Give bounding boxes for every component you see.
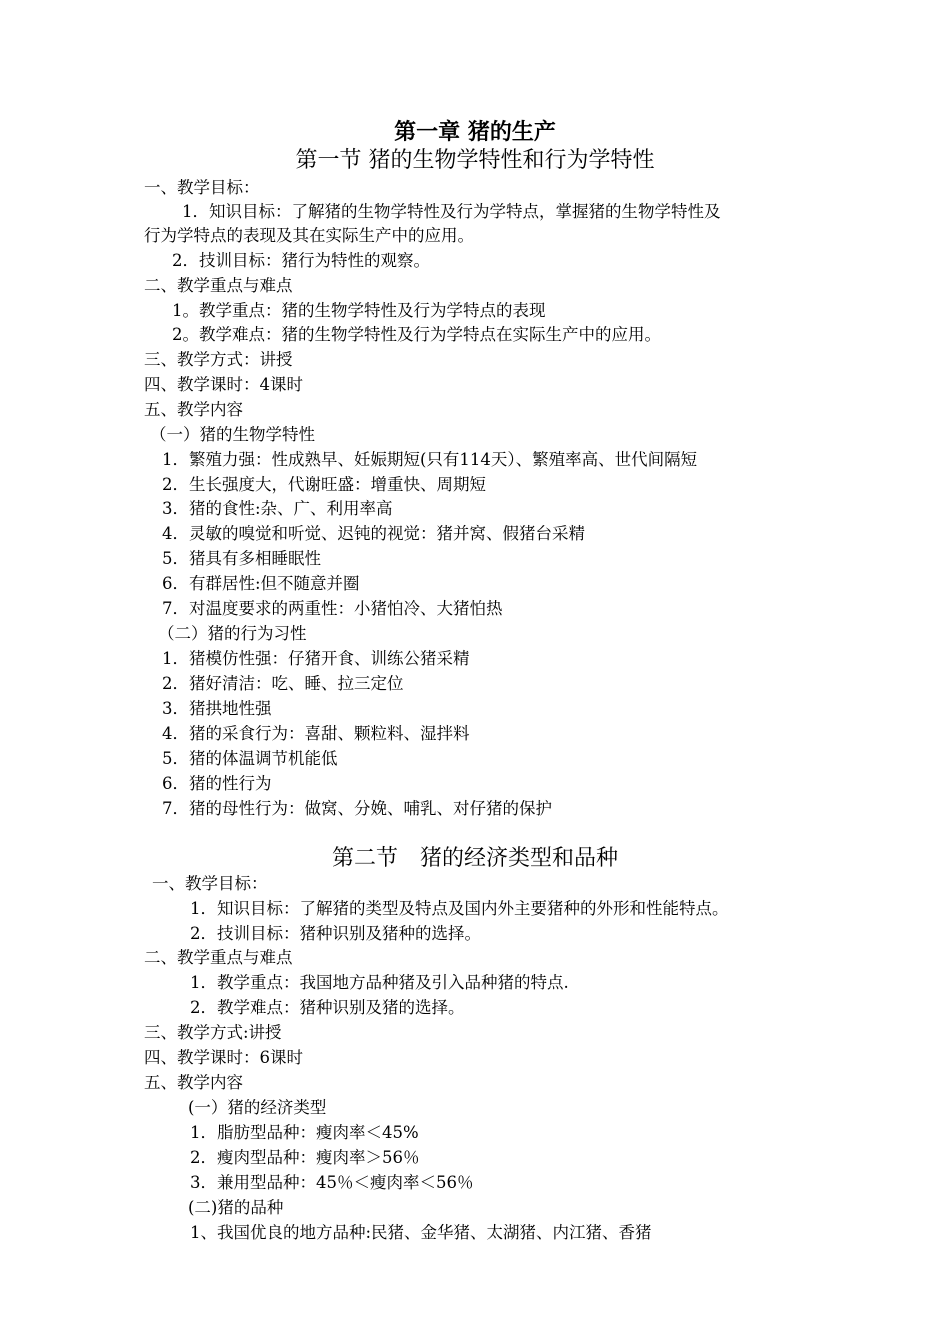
s2-line: 五、教学内容 [144, 1073, 243, 1092]
s1-line: 2．技训目标：猪行为特性的观察。 [172, 251, 430, 270]
s2-line: (一）猪的经济类型 [188, 1098, 327, 1117]
s1-line: 1．知识目标：了解猪的生物学特性及行为学特点，掌握猪的生物学特性及 [182, 202, 721, 221]
s1-line: 6．有群居性:但不随意并圈 [162, 574, 360, 593]
s1-line: 5．猪具有多相睡眠性 [162, 549, 321, 568]
s1-line: 三、教学方式：讲授 [144, 350, 293, 369]
s1-line: 四、教学课时：4课时 [144, 375, 303, 394]
s1-line: 1．繁殖力强：性成熟早、妊娠期短(只有114天）、繁殖率高、世代间隔短 [162, 450, 698, 469]
s2-line: 1、我国优良的地方品种:民猪、金华猪、太湖猪、内江猪、香猪 [190, 1223, 652, 1242]
s1-line: 7．猪的母性行为：做窝、分娩、哺乳、对仔猪的保护 [162, 799, 552, 818]
s1-line: 行为学特点的表现及其在实际生产中的应用。 [144, 226, 474, 245]
s1-line: 3．猪拱地性强 [162, 699, 272, 718]
s2-line: 一、教学目标： [152, 874, 268, 893]
s1-line: 二、教学重点与难点 [144, 276, 293, 295]
s1-line: 3．猪的食性:杂、广、利用率高 [162, 499, 393, 518]
s1-line: 4．灵敏的嗅觉和听觉、迟钝的视觉：猪并窝、假猪台采精 [162, 524, 585, 543]
s2-line: (二)猪的品种 [188, 1198, 284, 1217]
s1-line: 五、教学内容 [144, 400, 243, 419]
s2-line: 3．兼用型品种：45％＜瘦肉率＜56％ [190, 1173, 474, 1192]
s1-line: 1。教学重点：猪的生物学特性及行为学特点的表现 [172, 301, 546, 320]
s1-line: 2。教学难点：猪的生物学特性及行为学特点在实际生产中的应用。 [172, 325, 661, 344]
s1-line: 一、教学目标： [144, 178, 260, 197]
s2-line: 二、教学重点与难点 [144, 948, 293, 967]
s1-line: 7．对温度要求的两重性：小猪怕冷、大猪怕热 [162, 599, 503, 618]
s1-line: 5．猪的体温调节机能低 [162, 749, 338, 768]
s2-line: 1．教学重点：我国地方品种猪及引入品种猪的特点. [190, 973, 569, 992]
s1-line: （二）猪的行为习性 [158, 624, 307, 643]
section-1-title: 第一节 猪的生物学特性和行为学特性 [295, 148, 655, 173]
s2-line: 2．教学难点：猪种识别及猪的选择。 [190, 998, 465, 1017]
s2-line: 三、教学方式:讲授 [144, 1023, 282, 1042]
s2-line: 1．脂肪型品种：瘦肉率＜45% [190, 1123, 419, 1142]
s1-line: 6．猪的性行为 [162, 774, 272, 793]
s2-line: 四、教学课时：6课时 [144, 1048, 303, 1067]
s1-line: 2．猪好清洁：吃、睡、拉三定位 [162, 674, 404, 693]
chapter-title: 第一章 猪的生产 [394, 120, 556, 145]
s1-line: 1．猪模仿性强：仔猪开食、训练公猪采精 [162, 649, 470, 668]
s2-line: 2．瘦肉型品种：瘦肉率＞56％ [190, 1148, 420, 1167]
s1-line: （一）猪的生物学特性 [150, 425, 315, 444]
section-2-title: 第二节 猪的经济类型和品种 [331, 846, 618, 871]
s1-line: 2．生长强度大，代谢旺盛：增重快、周期短 [162, 475, 486, 494]
s1-line: 4．猪的采食行为：喜甜、颗粒料、湿拌料 [162, 724, 470, 743]
s2-line: 2．技训目标：猪种识别及猪种的选择。 [190, 924, 481, 943]
s2-line: 1．知识目标：了解猪的类型及特点及国内外主要猪种的外形和性能特点。 [190, 899, 729, 918]
